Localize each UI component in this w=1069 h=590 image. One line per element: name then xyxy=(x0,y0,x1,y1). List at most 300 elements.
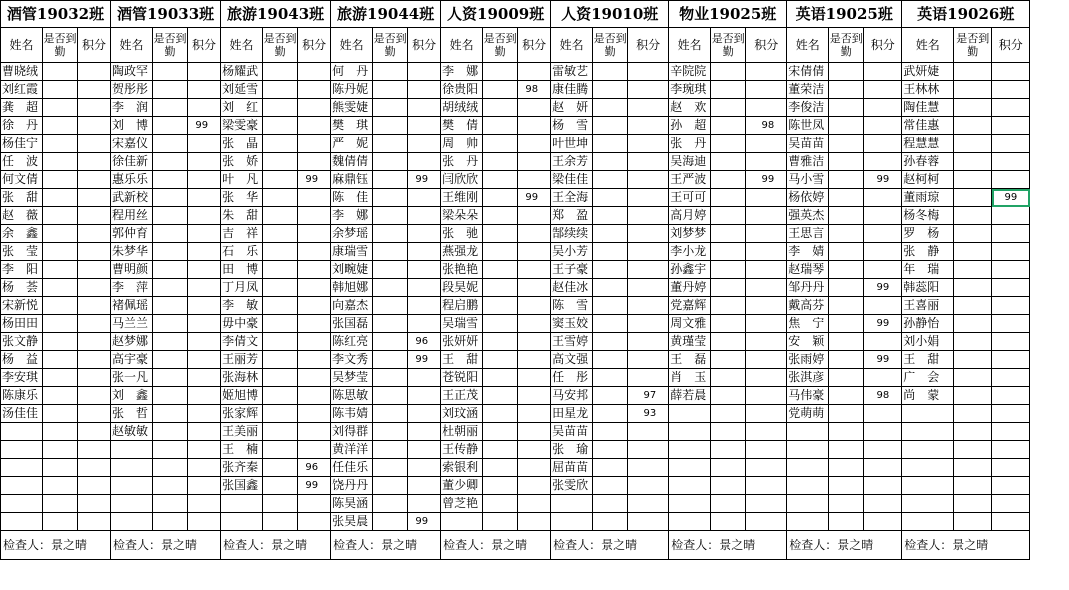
attendance-cell[interactable] xyxy=(954,207,992,225)
student-name-cell[interactable]: 陈韦婧 xyxy=(331,405,373,423)
score-cell[interactable] xyxy=(188,243,221,261)
score-cell[interactable] xyxy=(992,405,1030,423)
attendance-cell[interactable] xyxy=(483,405,518,423)
student-name-cell[interactable]: 王严波 xyxy=(669,171,711,189)
student-name-cell[interactable]: 樊 倩 xyxy=(441,117,483,135)
student-name-cell[interactable]: 常佳惠 xyxy=(902,117,954,135)
student-name-cell[interactable]: 刘 博 xyxy=(111,117,153,135)
student-name-cell[interactable]: 高月婷 xyxy=(669,207,711,225)
student-name-cell[interactable]: 邹丹丹 xyxy=(787,279,829,297)
student-name-cell[interactable]: 吴苗苗 xyxy=(551,423,593,441)
score-cell[interactable] xyxy=(78,153,111,171)
student-name-cell[interactable]: 陈世凤 xyxy=(787,117,829,135)
student-name-cell[interactable]: 余梦瑶 xyxy=(331,225,373,243)
student-name-cell[interactable]: 苍锐阳 xyxy=(441,369,483,387)
score-cell[interactable] xyxy=(746,297,787,315)
attendance-cell[interactable] xyxy=(263,207,298,225)
student-name-cell[interactable]: 孙静怡 xyxy=(902,315,954,333)
score-cell[interactable] xyxy=(518,243,551,261)
attendance-cell[interactable] xyxy=(483,513,518,531)
score-cell[interactable] xyxy=(864,513,902,531)
attendance-cell[interactable] xyxy=(483,189,518,207)
student-name-cell[interactable] xyxy=(902,441,954,459)
attendance-cell[interactable] xyxy=(711,117,746,135)
score-cell[interactable]: 98 xyxy=(864,387,902,405)
student-name-cell[interactable]: 窦玉姣 xyxy=(551,315,593,333)
attendance-cell[interactable] xyxy=(593,243,628,261)
score-cell[interactable] xyxy=(78,315,111,333)
student-name-cell[interactable]: 薛若晨 xyxy=(669,387,711,405)
score-cell[interactable] xyxy=(992,477,1030,495)
attendance-cell[interactable] xyxy=(954,189,992,207)
student-name-cell[interactable]: 陈昊涵 xyxy=(331,495,373,513)
student-name-cell[interactable] xyxy=(787,459,829,477)
attendance-cell[interactable] xyxy=(954,459,992,477)
attendance-cell[interactable] xyxy=(711,387,746,405)
score-cell[interactable] xyxy=(746,207,787,225)
score-cell[interactable] xyxy=(992,153,1030,171)
score-cell[interactable] xyxy=(408,261,441,279)
student-name-cell[interactable] xyxy=(787,477,829,495)
student-name-cell[interactable]: 石 乐 xyxy=(221,243,263,261)
score-cell[interactable] xyxy=(188,171,221,189)
student-name-cell[interactable]: 张 驰 xyxy=(441,225,483,243)
score-cell[interactable] xyxy=(628,81,669,99)
student-name-cell[interactable]: 王美丽 xyxy=(221,423,263,441)
attendance-cell[interactable] xyxy=(373,171,408,189)
score-cell[interactable] xyxy=(518,441,551,459)
score-cell[interactable] xyxy=(628,189,669,207)
name-header[interactable]: 姓名 xyxy=(221,28,263,63)
attendance-cell[interactable] xyxy=(954,495,992,513)
score-cell[interactable] xyxy=(864,495,902,513)
attendance-cell[interactable] xyxy=(711,423,746,441)
student-name-cell[interactable]: 董丹婷 xyxy=(669,279,711,297)
attendance-cell[interactable] xyxy=(711,189,746,207)
score-cell[interactable] xyxy=(188,441,221,459)
attendance-cell[interactable] xyxy=(593,207,628,225)
inspector-cell[interactable]: 检查人：景之晴 xyxy=(1,531,111,560)
score-cell[interactable] xyxy=(78,99,111,117)
student-name-cell[interactable]: 褚佩瑶 xyxy=(111,297,153,315)
attendance-cell[interactable] xyxy=(263,189,298,207)
student-name-cell[interactable]: 陶政罕 xyxy=(111,63,153,81)
score-cell[interactable] xyxy=(518,459,551,477)
student-name-cell[interactable]: 赵敏敏 xyxy=(111,423,153,441)
attendance-cell[interactable] xyxy=(954,369,992,387)
score-cell[interactable] xyxy=(408,135,441,153)
score-cell[interactable] xyxy=(78,243,111,261)
attendance-cell[interactable] xyxy=(263,423,298,441)
attendance-cell[interactable] xyxy=(153,297,188,315)
student-name-cell[interactable]: 杨耀武 xyxy=(221,63,263,81)
student-name-cell[interactable]: 任佳乐 xyxy=(331,459,373,477)
score-cell[interactable] xyxy=(188,225,221,243)
student-name-cell[interactable]: 刘畹婕 xyxy=(331,261,373,279)
score-cell[interactable] xyxy=(188,81,221,99)
student-name-cell[interactable]: 马兰兰 xyxy=(111,315,153,333)
score-cell[interactable] xyxy=(78,513,111,531)
attendance-cell[interactable] xyxy=(153,99,188,117)
attendance-cell[interactable] xyxy=(711,369,746,387)
attendance-cell[interactable] xyxy=(483,441,518,459)
score-cell[interactable] xyxy=(628,225,669,243)
student-name-cell[interactable]: 辛院院 xyxy=(669,63,711,81)
score-cell[interactable] xyxy=(628,441,669,459)
attendance-cell[interactable] xyxy=(153,207,188,225)
score-cell[interactable] xyxy=(408,117,441,135)
student-name-cell[interactable]: 贺彤彤 xyxy=(111,81,153,99)
student-name-cell[interactable]: 田星龙 xyxy=(551,405,593,423)
score-cell[interactable] xyxy=(864,441,902,459)
score-cell[interactable] xyxy=(628,63,669,81)
attendance-cell[interactable] xyxy=(829,225,864,243)
student-name-cell[interactable]: 王林林 xyxy=(902,81,954,99)
attendance-cell[interactable] xyxy=(153,495,188,513)
student-name-cell[interactable]: 吴苗苗 xyxy=(787,135,829,153)
student-name-cell[interactable]: 张国鑫 xyxy=(221,477,263,495)
student-name-cell[interactable]: 任 波 xyxy=(1,153,43,171)
attendance-cell[interactable] xyxy=(483,117,518,135)
student-name-cell[interactable]: 康瑞雪 xyxy=(331,243,373,261)
student-name-cell[interactable]: 宋倩倩 xyxy=(787,63,829,81)
attendance-cell[interactable] xyxy=(153,171,188,189)
score-cell[interactable]: 96 xyxy=(298,459,331,477)
attendance-cell[interactable] xyxy=(954,297,992,315)
attendance-cell[interactable] xyxy=(711,261,746,279)
student-name-cell[interactable]: 吴小芳 xyxy=(551,243,593,261)
attendance-cell[interactable] xyxy=(153,351,188,369)
score-cell[interactable] xyxy=(746,99,787,117)
attendance-cell[interactable] xyxy=(954,171,992,189)
attendance-cell[interactable] xyxy=(153,405,188,423)
score-cell[interactable] xyxy=(298,207,331,225)
score-cell[interactable] xyxy=(408,477,441,495)
student-name-cell[interactable]: 张 晶 xyxy=(221,135,263,153)
student-name-cell[interactable]: 年 瑞 xyxy=(902,261,954,279)
attendance-cell[interactable] xyxy=(829,153,864,171)
score-cell[interactable] xyxy=(628,153,669,171)
score-cell[interactable] xyxy=(746,279,787,297)
inspector-cell[interactable]: 检查人：景之晴 xyxy=(902,531,1030,560)
class-title[interactable]: 英语19025班 xyxy=(787,1,902,28)
student-name-cell[interactable]: 陈 佳 xyxy=(331,189,373,207)
attendance-cell[interactable] xyxy=(711,225,746,243)
score-cell[interactable] xyxy=(518,495,551,513)
student-name-cell[interactable] xyxy=(669,477,711,495)
name-header[interactable]: 姓名 xyxy=(902,28,954,63)
score-cell[interactable] xyxy=(188,135,221,153)
attendance-cell[interactable] xyxy=(829,477,864,495)
attendance-cell[interactable] xyxy=(373,513,408,531)
score-cell[interactable] xyxy=(746,495,787,513)
student-name-cell[interactable] xyxy=(551,513,593,531)
name-header[interactable]: 姓名 xyxy=(1,28,43,63)
score-cell[interactable] xyxy=(408,405,441,423)
attendance-cell[interactable] xyxy=(483,243,518,261)
attendance-cell[interactable] xyxy=(829,387,864,405)
score-cell[interactable]: 99 xyxy=(298,477,331,495)
score-cell[interactable] xyxy=(408,63,441,81)
attendance-cell[interactable] xyxy=(153,63,188,81)
score-cell[interactable] xyxy=(992,423,1030,441)
student-name-cell[interactable]: 杨冬梅 xyxy=(902,207,954,225)
student-name-cell[interactable]: 李倩文 xyxy=(221,333,263,351)
student-name-cell[interactable]: 郑 盈 xyxy=(551,207,593,225)
attendance-cell[interactable] xyxy=(593,189,628,207)
attendance-cell[interactable] xyxy=(153,153,188,171)
score-cell[interactable] xyxy=(746,351,787,369)
attendance-cell[interactable] xyxy=(954,99,992,117)
attendance-cell[interactable] xyxy=(153,333,188,351)
score-cell[interactable] xyxy=(78,207,111,225)
student-name-cell[interactable]: 李 娜 xyxy=(331,207,373,225)
score-cell[interactable]: 99 xyxy=(864,279,902,297)
score-cell[interactable] xyxy=(992,279,1030,297)
score-cell[interactable] xyxy=(628,459,669,477)
score-cell[interactable] xyxy=(298,279,331,297)
attendance-cell[interactable] xyxy=(263,459,298,477)
student-name-cell[interactable]: 张一凡 xyxy=(111,369,153,387)
student-name-cell[interactable]: 杨 益 xyxy=(1,351,43,369)
student-name-cell[interactable] xyxy=(902,423,954,441)
score-cell[interactable] xyxy=(408,441,441,459)
attendance-cell[interactable] xyxy=(373,135,408,153)
student-name-cell[interactable]: 张雯欣 xyxy=(551,477,593,495)
attendance-cell[interactable] xyxy=(711,333,746,351)
score-cell[interactable] xyxy=(78,477,111,495)
score-cell[interactable] xyxy=(518,315,551,333)
score-cell[interactable] xyxy=(628,279,669,297)
score-cell[interactable] xyxy=(628,513,669,531)
score-cell[interactable] xyxy=(628,423,669,441)
student-name-cell[interactable]: 余 鑫 xyxy=(1,225,43,243)
student-name-cell[interactable]: 党嘉辉 xyxy=(669,297,711,315)
score-cell[interactable] xyxy=(992,369,1030,387)
student-name-cell[interactable]: 吴瑞雪 xyxy=(441,315,483,333)
student-name-cell[interactable]: 程慧慧 xyxy=(902,135,954,153)
student-name-cell[interactable]: 李 娜 xyxy=(441,63,483,81)
student-name-cell[interactable]: 王 磊 xyxy=(669,351,711,369)
student-name-cell[interactable] xyxy=(669,495,711,513)
student-name-cell[interactable]: 杨 雪 xyxy=(551,117,593,135)
attendance-cell[interactable] xyxy=(373,441,408,459)
attend-header[interactable]: 是否到勤 xyxy=(373,28,408,63)
attendance-cell[interactable] xyxy=(43,171,78,189)
attendance-cell[interactable] xyxy=(43,81,78,99)
score-cell[interactable] xyxy=(78,351,111,369)
attendance-cell[interactable] xyxy=(263,99,298,117)
attendance-cell[interactable] xyxy=(373,315,408,333)
score-cell[interactable] xyxy=(408,225,441,243)
attendance-cell[interactable] xyxy=(593,513,628,531)
student-name-cell[interactable]: 曾芝艳 xyxy=(441,495,483,513)
student-name-cell[interactable]: 宋新悦 xyxy=(1,297,43,315)
score-cell[interactable] xyxy=(188,279,221,297)
score-cell[interactable] xyxy=(518,477,551,495)
student-name-cell[interactable]: 惠乐乐 xyxy=(111,171,153,189)
score-cell[interactable] xyxy=(992,513,1030,531)
score-cell[interactable]: 99 xyxy=(992,189,1030,207)
attendance-cell[interactable] xyxy=(43,495,78,513)
score-cell[interactable] xyxy=(864,189,902,207)
student-name-cell[interactable]: 周 帅 xyxy=(441,135,483,153)
attend-header[interactable]: 是否到勤 xyxy=(593,28,628,63)
student-name-cell[interactable]: 任 彤 xyxy=(551,369,593,387)
attendance-cell[interactable] xyxy=(593,279,628,297)
score-cell[interactable]: 99 xyxy=(864,171,902,189)
attendance-cell[interactable] xyxy=(153,423,188,441)
score-cell[interactable] xyxy=(746,243,787,261)
score-cell[interactable] xyxy=(864,225,902,243)
attendance-cell[interactable] xyxy=(711,99,746,117)
student-name-cell[interactable]: 郭仲育 xyxy=(111,225,153,243)
attendance-cell[interactable] xyxy=(373,297,408,315)
score-cell[interactable] xyxy=(408,153,441,171)
score-cell[interactable]: 93 xyxy=(628,405,669,423)
student-name-cell[interactable]: 武新校 xyxy=(111,189,153,207)
score-cell[interactable] xyxy=(78,171,111,189)
attendance-cell[interactable] xyxy=(153,477,188,495)
score-cell[interactable] xyxy=(628,297,669,315)
student-name-cell[interactable]: 王余芳 xyxy=(551,153,593,171)
score-cell[interactable] xyxy=(746,387,787,405)
score-cell[interactable] xyxy=(746,315,787,333)
student-name-cell[interactable]: 董荣洁 xyxy=(787,81,829,99)
score-cell[interactable] xyxy=(518,405,551,423)
student-name-cell[interactable]: 段昊妮 xyxy=(441,279,483,297)
score-cell[interactable] xyxy=(298,315,331,333)
student-name-cell[interactable]: 徐贵阳 xyxy=(441,81,483,99)
student-name-cell[interactable]: 刘延雪 xyxy=(221,81,263,99)
attendance-cell[interactable] xyxy=(263,153,298,171)
score-header[interactable]: 积分 xyxy=(188,28,221,63)
score-cell[interactable] xyxy=(298,117,331,135)
score-cell[interactable] xyxy=(188,495,221,513)
attendance-cell[interactable] xyxy=(43,243,78,261)
attendance-cell[interactable] xyxy=(43,117,78,135)
student-name-cell[interactable] xyxy=(221,513,263,531)
score-cell[interactable] xyxy=(628,207,669,225)
student-name-cell[interactable]: 曹晓绒 xyxy=(1,63,43,81)
student-name-cell[interactable]: 王丽芳 xyxy=(221,351,263,369)
attendance-cell[interactable] xyxy=(373,99,408,117)
score-cell[interactable] xyxy=(628,495,669,513)
score-cell[interactable] xyxy=(518,369,551,387)
score-cell[interactable] xyxy=(408,315,441,333)
attendance-cell[interactable] xyxy=(483,369,518,387)
student-name-cell[interactable]: 徐佳新 xyxy=(111,153,153,171)
attendance-cell[interactable] xyxy=(373,261,408,279)
student-name-cell[interactable] xyxy=(1,441,43,459)
student-name-cell[interactable] xyxy=(669,405,711,423)
student-name-cell[interactable]: 杜朝丽 xyxy=(441,423,483,441)
attendance-cell[interactable] xyxy=(373,243,408,261)
attendance-cell[interactable] xyxy=(954,81,992,99)
score-cell[interactable]: 99 xyxy=(864,315,902,333)
score-cell[interactable] xyxy=(78,423,111,441)
score-cell[interactable] xyxy=(518,351,551,369)
score-cell[interactable] xyxy=(628,171,669,189)
inspector-cell[interactable]: 检查人：景之晴 xyxy=(787,531,902,560)
student-name-cell[interactable]: 梁佳佳 xyxy=(551,171,593,189)
student-name-cell[interactable]: 燕强龙 xyxy=(441,243,483,261)
attendance-cell[interactable] xyxy=(153,243,188,261)
attendance-cell[interactable] xyxy=(43,351,78,369)
attendance-cell[interactable] xyxy=(43,207,78,225)
attendance-cell[interactable] xyxy=(373,153,408,171)
score-cell[interactable] xyxy=(78,405,111,423)
attendance-cell[interactable] xyxy=(43,135,78,153)
student-name-cell[interactable] xyxy=(111,477,153,495)
score-cell[interactable] xyxy=(628,261,669,279)
score-cell[interactable]: 99 xyxy=(188,117,221,135)
attendance-cell[interactable] xyxy=(43,99,78,117)
score-cell[interactable]: 99 xyxy=(746,171,787,189)
score-cell[interactable] xyxy=(864,405,902,423)
student-name-cell[interactable]: 罗 杨 xyxy=(902,225,954,243)
student-name-cell[interactable]: 马小雪 xyxy=(787,171,829,189)
attendance-cell[interactable] xyxy=(263,369,298,387)
student-name-cell[interactable] xyxy=(902,405,954,423)
attendance-cell[interactable] xyxy=(263,333,298,351)
score-cell[interactable] xyxy=(188,423,221,441)
student-name-cell[interactable]: 宋嘉仪 xyxy=(111,135,153,153)
score-cell[interactable] xyxy=(518,99,551,117)
attendance-cell[interactable] xyxy=(829,279,864,297)
attendance-cell[interactable] xyxy=(153,135,188,153)
attendance-cell[interactable] xyxy=(829,351,864,369)
student-name-cell[interactable]: 刘红霞 xyxy=(1,81,43,99)
score-cell[interactable] xyxy=(992,243,1030,261)
student-name-cell[interactable]: 刘小娟 xyxy=(902,333,954,351)
score-cell[interactable] xyxy=(628,477,669,495)
student-name-cell[interactable]: 李安琪 xyxy=(1,369,43,387)
score-cell[interactable] xyxy=(408,423,441,441)
score-cell[interactable] xyxy=(864,297,902,315)
score-cell[interactable] xyxy=(992,297,1030,315)
student-name-cell[interactable] xyxy=(1,459,43,477)
attendance-cell[interactable] xyxy=(954,441,992,459)
attendance-cell[interactable] xyxy=(829,117,864,135)
score-cell[interactable] xyxy=(408,369,441,387)
score-cell[interactable] xyxy=(992,63,1030,81)
attendance-cell[interactable] xyxy=(954,387,992,405)
attendance-cell[interactable] xyxy=(593,63,628,81)
score-header[interactable]: 积分 xyxy=(992,28,1030,63)
score-cell[interactable] xyxy=(746,477,787,495)
student-name-cell[interactable]: 李 萍 xyxy=(111,279,153,297)
score-cell[interactable] xyxy=(298,261,331,279)
score-cell[interactable] xyxy=(298,495,331,513)
score-cell[interactable] xyxy=(746,135,787,153)
student-name-cell[interactable]: 张国磊 xyxy=(331,315,373,333)
attendance-cell[interactable] xyxy=(829,99,864,117)
attendance-cell[interactable] xyxy=(829,135,864,153)
attendance-cell[interactable] xyxy=(954,351,992,369)
score-cell[interactable] xyxy=(408,99,441,117)
score-cell[interactable] xyxy=(992,135,1030,153)
attendance-cell[interactable] xyxy=(373,495,408,513)
score-cell[interactable] xyxy=(518,117,551,135)
score-cell[interactable]: 98 xyxy=(518,81,551,99)
student-name-cell[interactable] xyxy=(669,441,711,459)
attendance-cell[interactable] xyxy=(483,279,518,297)
student-name-cell[interactable] xyxy=(1,495,43,513)
student-name-cell[interactable]: 龚 超 xyxy=(1,99,43,117)
score-cell[interactable] xyxy=(746,333,787,351)
score-cell[interactable] xyxy=(864,135,902,153)
